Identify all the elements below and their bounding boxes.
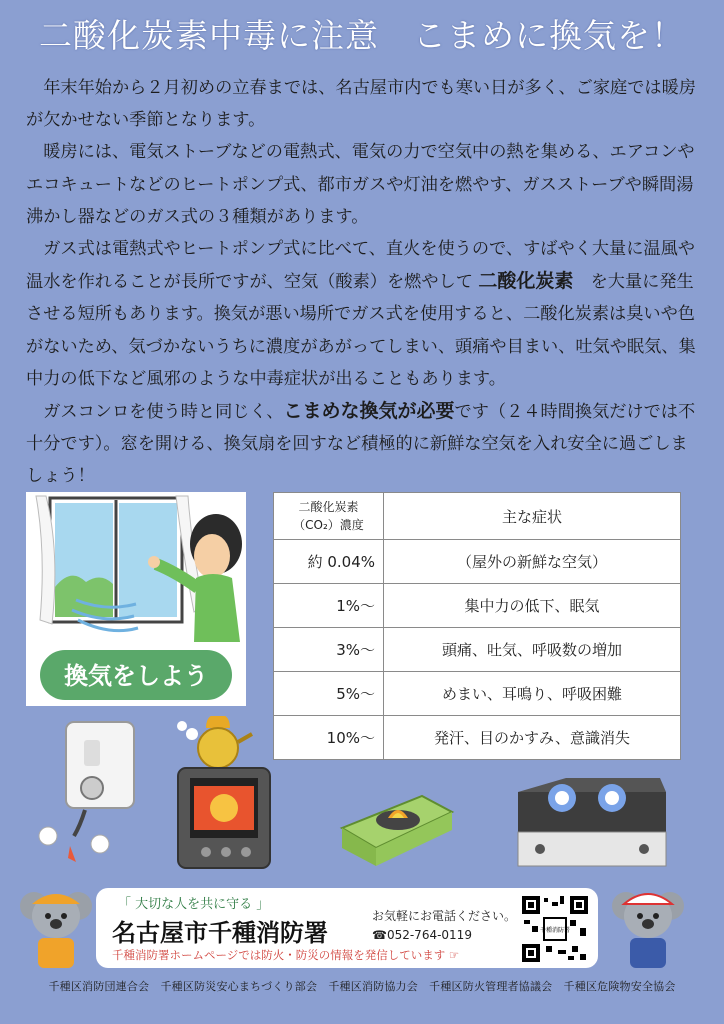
row-level: 1%〜 [274,584,384,628]
row-symptom: 頭痛、吐気、呼吸数の増加 [384,628,681,672]
page-title: 二酸化炭素中毒に注意 こまめに換気を！ [39,16,685,55]
row-level: 約 0.04% [274,540,384,584]
koala-firefighter-left-icon [14,880,100,972]
kerosene-heater-icon [177,716,270,868]
portable-gas-stove-icon [342,796,452,866]
open-window-illustration [26,492,246,706]
paragraph-2: 暖房には、電気ストーブなどの電熱式、電気の力で空気中の熱を集める、エアコンやエコキュートなどのヒートポンプ式、都市ガスや灯油を燃やす、ガスストーブや瞬間湯沸かし器などのガス式の３種類があります。 [26,142,695,227]
table-row [274,540,681,584]
body-text [26,72,698,493]
row-symptom: 集中力の低下、眠気 [384,584,681,628]
call-invitation: お気軽にお電話ください。 [372,909,517,923]
row-level: 3%〜 [274,628,384,672]
header-concentration-line2: （CO₂）濃度 [293,518,364,532]
slogan: 「 大切な人を共に守る 」 [118,897,270,912]
row-level: 5%〜 [274,672,384,716]
fire-station-name: 名古屋市千種消防署 [112,919,328,947]
paragraph-3 [26,233,698,395]
header-symptoms: 主な症状 [384,493,681,540]
row-symptom: 発汗、目のかすみ、意識消失 [384,716,681,760]
water-heater-icon [39,722,134,862]
table-row [274,628,681,672]
paragraph-4 [26,395,698,493]
row-symptom: （屋外の新鮮な空気） [384,540,681,584]
row-symptom: めまい、耳鳴り、呼吸困難 [384,672,681,716]
qr-code-icon[interactable] [520,894,590,964]
gas-range-icon [518,778,666,866]
gas-appliances-illustration [30,716,690,876]
row-level: 10%〜 [274,716,384,760]
table-row [274,672,681,716]
co2-highlight: 二酸化炭素 [478,270,574,293]
paragraph-4-part-a: ガスコンロを使う時と同じく、 [43,402,284,423]
table-row [274,584,681,628]
header-concentration [274,493,384,540]
ventilation-illustration [26,492,246,706]
ventilation-badge: 換気をしよう [64,662,208,690]
homepage-note[interactable]: 千種消防署ホームページでは防火・防災の情報を発信しています ☞ [112,948,460,962]
paragraph-1: 年末年始から２月初めの立春までは、名古屋市内でも寒い日が多く、ご家庭では暖房が欠かせない季節となります。 [26,78,696,131]
header-concentration-line1: 二酸化炭素 [298,500,359,514]
qr-label: 千種消防署 [539,927,571,934]
organizations-list: 千種区消防団連合会 千種区防災安心まちづくり部会 千種区消防協力会 千種区防火管理者協議会 千種区危険物安全協会 [48,980,676,993]
koala-firefighter-right-icon [606,880,692,972]
paragraph-3-part-a: ガス式は電熱式やヒートポンプ式に比べて、直火を使うので、すばやく大量に温風や温水を作れることが長所ですが、空気（酸素）を燃やして [26,239,695,293]
paragraph-4-part-b: です（２４時間換気だけでは不十分です）。窓を開ける、換気扇を回すなど積極的に新鮮な空気を入れ安全に過ごしましょう！ [26,402,696,487]
paragraph-3-part-b: を大量に発生させる短所もあります。換気が悪い場所でガス式を使用すると、二酸化炭素は臭いや色がないため、気づかないうちに濃度があがってしまい、頭痛や目まい、吐気や眠気、集中力の低下など風邪のような中毒症状が出ることもあります。 [26,272,696,389]
table-header [274,493,681,540]
phone-number[interactable]: ☎052-764-0119 [372,928,472,942]
ventilation-highlight: こまめな換気が必要 [283,400,455,423]
